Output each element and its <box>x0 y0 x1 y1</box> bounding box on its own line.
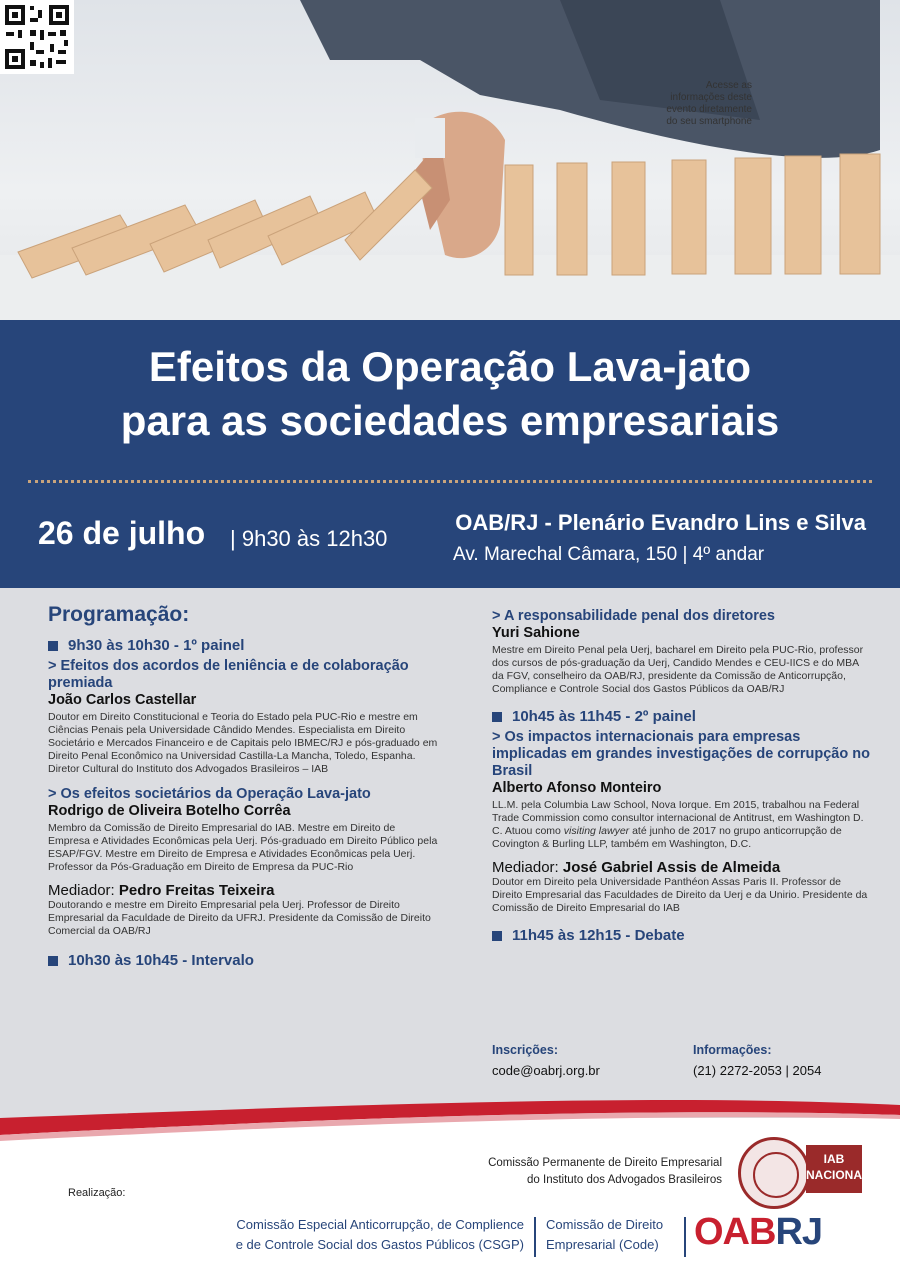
time-slot: 10h45 às 11h45 - 2º painel <box>492 710 872 723</box>
square-bullet-icon <box>48 641 58 651</box>
qr-code-icon[interactable] <box>0 0 74 74</box>
panel-topic: > Efeitos dos acordos de leniência e de colaboração premiada <box>48 658 409 691</box>
speaker-name: João Carlos Castellar <box>48 692 197 708</box>
mediator: Mediador: Pedro Freitas Teixeira <box>48 882 275 899</box>
speaker-bio: Doutor em Direito Constitucional e Teoria do Estado pela PUC-Rio e mestre em Ciências Penais pela Universidade Cândido Mendes. Especialista em Direito Societário e Mercados Financeiro e de Capitais pelo IBMEC/RJ e pós-graduado em Direito Penal Econômico na Universidad Castilla-La Mancha, Toledo, Espanha. Diretor Cultural do Instituto dos Advogados Brasileiros – IAB <box>48 711 438 775</box>
realizacao-label: Realização: <box>68 1187 126 1199</box>
qr-caption: Acesse as informações deste evento diretamente do seu smartphone <box>666 80 752 127</box>
time-slot: 9h30 às 10h30 - 1º painel <box>48 639 438 652</box>
program-heading: Programação: <box>48 603 190 626</box>
commission-csgp: Comissão Especial Anticorrupção, de Complience e de Controle Social dos Gastos Públicos (CSGP) <box>235 1217 524 1252</box>
event-date: 26 de julho <box>38 515 206 551</box>
divider <box>684 1217 686 1257</box>
oabrj-logo: OABRJ <box>694 1211 823 1253</box>
registration-email[interactable]: code@oabrj.org.br <box>492 1063 600 1078</box>
speaker-bio: LL.M. pela Columbia Law School, Nova Iorque. Em 2015, trabalhou na Federal Trade Commission como consultor internacional de Antitrust, em Washington D. C. Atuou como visiting lawyer até junho de 2017 no grupo anticorrupção de Covington & Burling LLP, também em Washington, D.C. <box>492 799 864 850</box>
dominoes-illustration <box>0 0 900 320</box>
time-slot: 11h45 às 12h15 - Debate <box>492 929 872 942</box>
title-band <box>0 320 900 588</box>
square-bullet-icon <box>492 712 502 722</box>
speaker-bio: Membro da Comissão de Direito Empresarial do IAB. Mestre em Direito de Empresa e Atividades Econômicas pela Uerj. Pós-graduado em Direito Público pela ESAP/FGV. Mestre em Direito de Empresa e Atividades Econômicas pela Uerj. Professor da Pós-Graduação em Direito de Empresa da PUC-Rio <box>48 822 438 873</box>
iab-commission: Comissão Permanente de Direito Empresarial do Instituto dos Advogados Brasileiros <box>488 1157 722 1186</box>
program-section <box>0 588 900 1118</box>
mediator-bio: Doutor em Direito pela Universidade Panthéon Assas Paris II. Professor de Direito Empresarial das Faculdades de Direito da Uerj e da Unirio. Presidente da Comissão de Direito Empresarial do IAB <box>492 876 868 914</box>
dotted-divider <box>28 480 872 483</box>
iab-seal-icon <box>738 1137 810 1209</box>
panel-topic: > Os impactos internacionais para empresas implicadas em grandes investigações de corrupção no Brasil <box>492 729 870 779</box>
program-right-column <box>492 588 872 942</box>
program-left-column <box>48 588 438 967</box>
event-time: | 9h30 às 12h30 <box>230 526 388 551</box>
speaker-name: Yuri Sahione <box>492 625 580 641</box>
commission-code: Comissão de Direito Empresarial (Code) <box>546 1217 664 1252</box>
registration-info: Inscrições: code@oabrj.org.br <box>492 1043 600 1078</box>
speaker-name: Alberto Afonso Monteiro <box>492 780 662 796</box>
contact-info: Informações: (21) 2272-2053 | 2054 <box>693 1043 822 1078</box>
speaker-name: Rodrigo de Oliveira Botelho Corrêa <box>48 803 291 819</box>
panel-topic: > A responsabilidade penal dos diretores <box>492 608 775 624</box>
mediator-bio: Doutorando e mestre em Direito Empresarial pela Uerj. Professor de Direito Empresarial da Faculdade de Direito da UFRJ. Presidente da Comissão de Direito Comercial da OAB/RJ <box>48 899 431 937</box>
time-slot: 10h30 às 10h45 - Intervalo <box>48 954 438 967</box>
square-bullet-icon <box>492 931 502 941</box>
iab-logo: IAB NACIONAL <box>806 1145 862 1193</box>
event-address: Av. Marechal Câmara, 150 | 4º andar <box>453 544 765 565</box>
panel-topic: > Os efeitos societários da Operação Lava-jato <box>48 786 371 802</box>
mediator: Mediador: José Gabriel Assis de Almeida <box>492 859 781 876</box>
square-bullet-icon <box>48 956 58 966</box>
footer <box>0 1095 900 1273</box>
event-title: Efeitos da Operação Lava-jato para as sociedades empresariais <box>120 343 780 444</box>
divider <box>534 1217 536 1257</box>
speaker-bio: Mestre em Direito Penal pela Uerj, bacharel em Direito pela PUC-Rio, professor dos cursos de pós-graduação da Uerj, Candido Mendes e CEU-IICS e do MBA da FGV, conselheiro da OAB/RJ, presidente da Comissão de Anticorrupção, Compliance e Controle Social dos Gastos Públicos da OAB/RJ <box>492 644 864 695</box>
hero-image <box>0 0 900 320</box>
event-venue: OAB/RJ - Plenário Evandro Lins e Silva <box>455 510 866 535</box>
contact-phone[interactable]: (21) 2272-2053 | 2054 <box>693 1063 822 1078</box>
